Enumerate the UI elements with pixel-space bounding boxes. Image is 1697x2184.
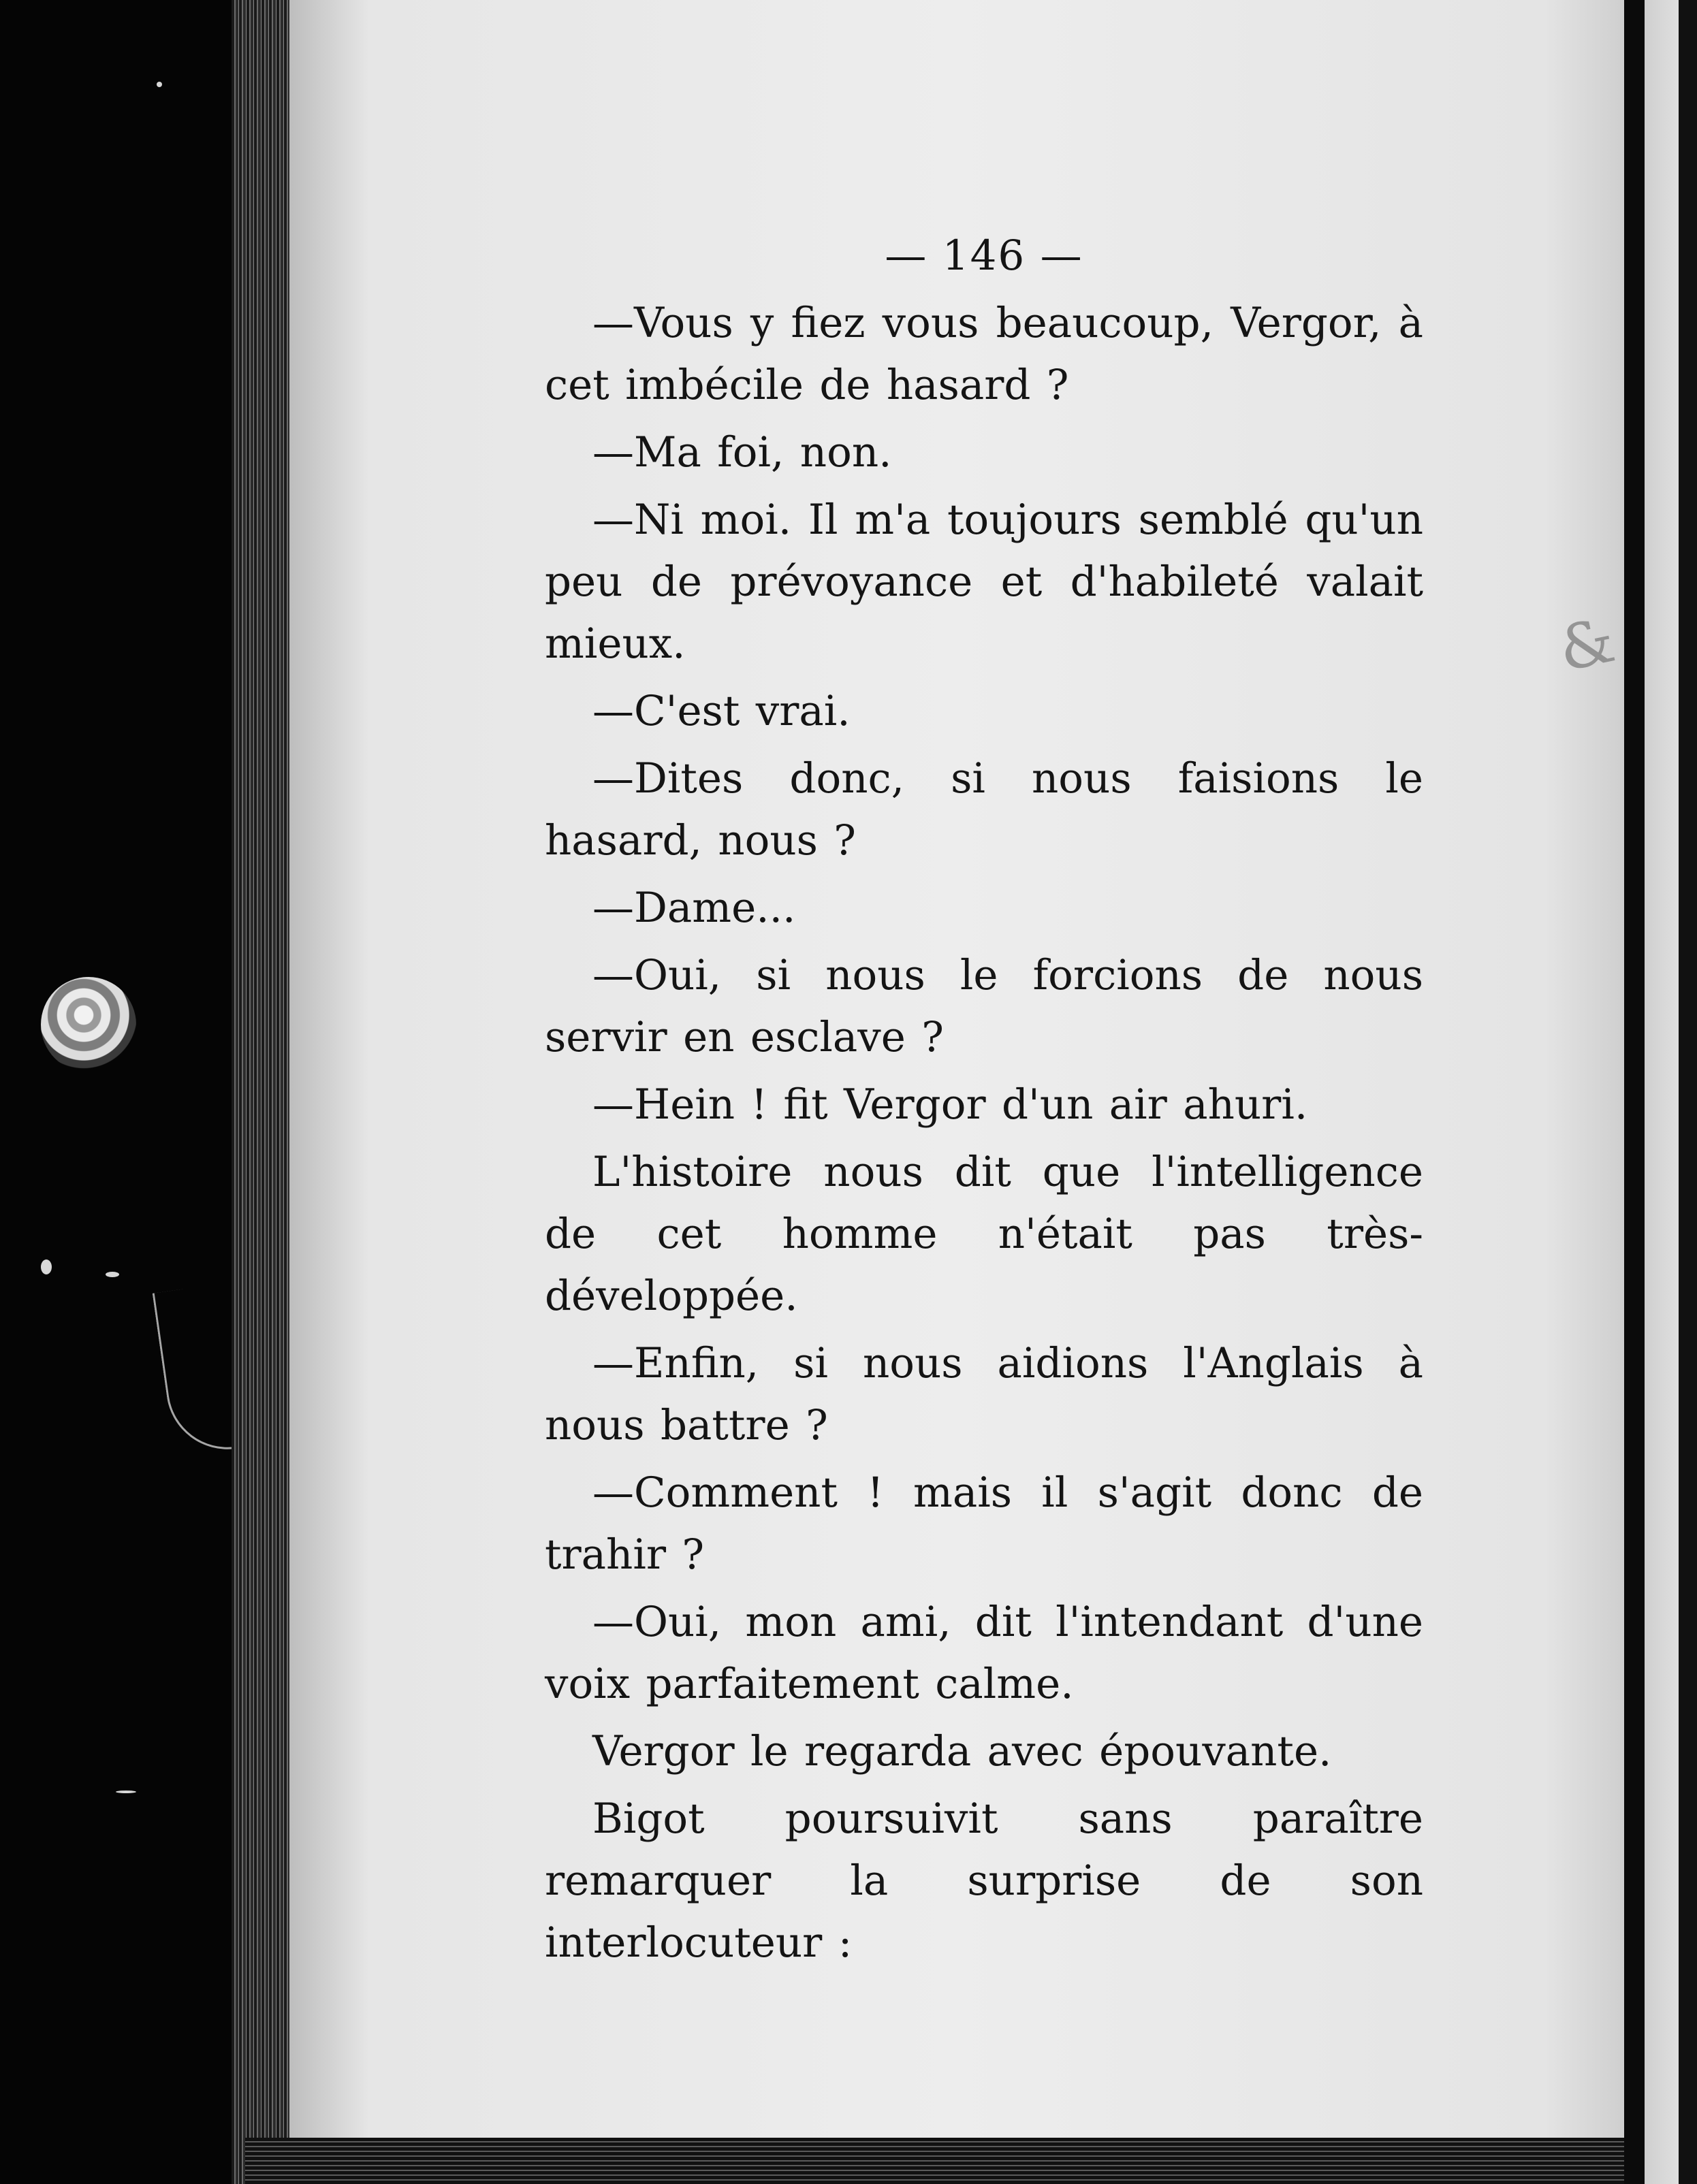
margin-pencil-mark: & — [1552, 604, 1621, 686]
speckle — [157, 82, 162, 87]
paragraph: —Dame... — [592, 884, 796, 932]
paragraph: Vergor le regarda avec épouvante. — [592, 1727, 1332, 1776]
page-edges — [232, 0, 289, 2184]
paragraph: —Ma foi, non. — [592, 428, 892, 477]
paragraph: —Dites donc, si nous faisions le hasard, nous ? — [545, 754, 1423, 865]
left-dark-margin — [0, 0, 232, 2184]
paragraph: —Comment ! mais il s'agit donc de trahir ? — [545, 1468, 1423, 1579]
paragraph: Bigot poursuivit sans paraître remarquer la surprise de son interlocuteur : — [545, 1795, 1423, 1967]
page-bottom-edge — [245, 2138, 1634, 2184]
paragraph: —Enfin, si nous aidions l'Anglais à nous battre ? — [545, 1339, 1423, 1449]
paragraph: —Vous y fiez vous beaucoup, Vergor, à cet imbécile de hasard ? — [545, 299, 1423, 409]
paragraph: —C'est vrai. — [592, 687, 851, 735]
right-gutter — [1624, 0, 1645, 2184]
paragraph: —Ni moi. Il m'a toujours semblé qu'un peu de prévoyance et d'habileté valait mieux. — [545, 496, 1423, 668]
paragraph: —Oui, mon ami, dit l'intendant d'une voix parfaitement calme. — [545, 1598, 1423, 1708]
next-page-edge — [1679, 0, 1697, 2184]
paragraph: —Hein ! fit Vergor d'un air ahuri. — [592, 1080, 1308, 1129]
page-number: — 146 — — [885, 231, 1083, 280]
ink-blot — [41, 977, 136, 1072]
speckle — [41, 1259, 52, 1274]
paragraph: L'histoire nous dit que l'intelligence de cet homme n'était pas très-développée. — [545, 1148, 1423, 1320]
paragraph: —Oui, si nous le forcions de nous servir en esclave ? — [545, 951, 1423, 1061]
page-text — [545, 225, 1423, 1979]
speckle — [116, 1790, 136, 1793]
speckle — [106, 1272, 119, 1277]
